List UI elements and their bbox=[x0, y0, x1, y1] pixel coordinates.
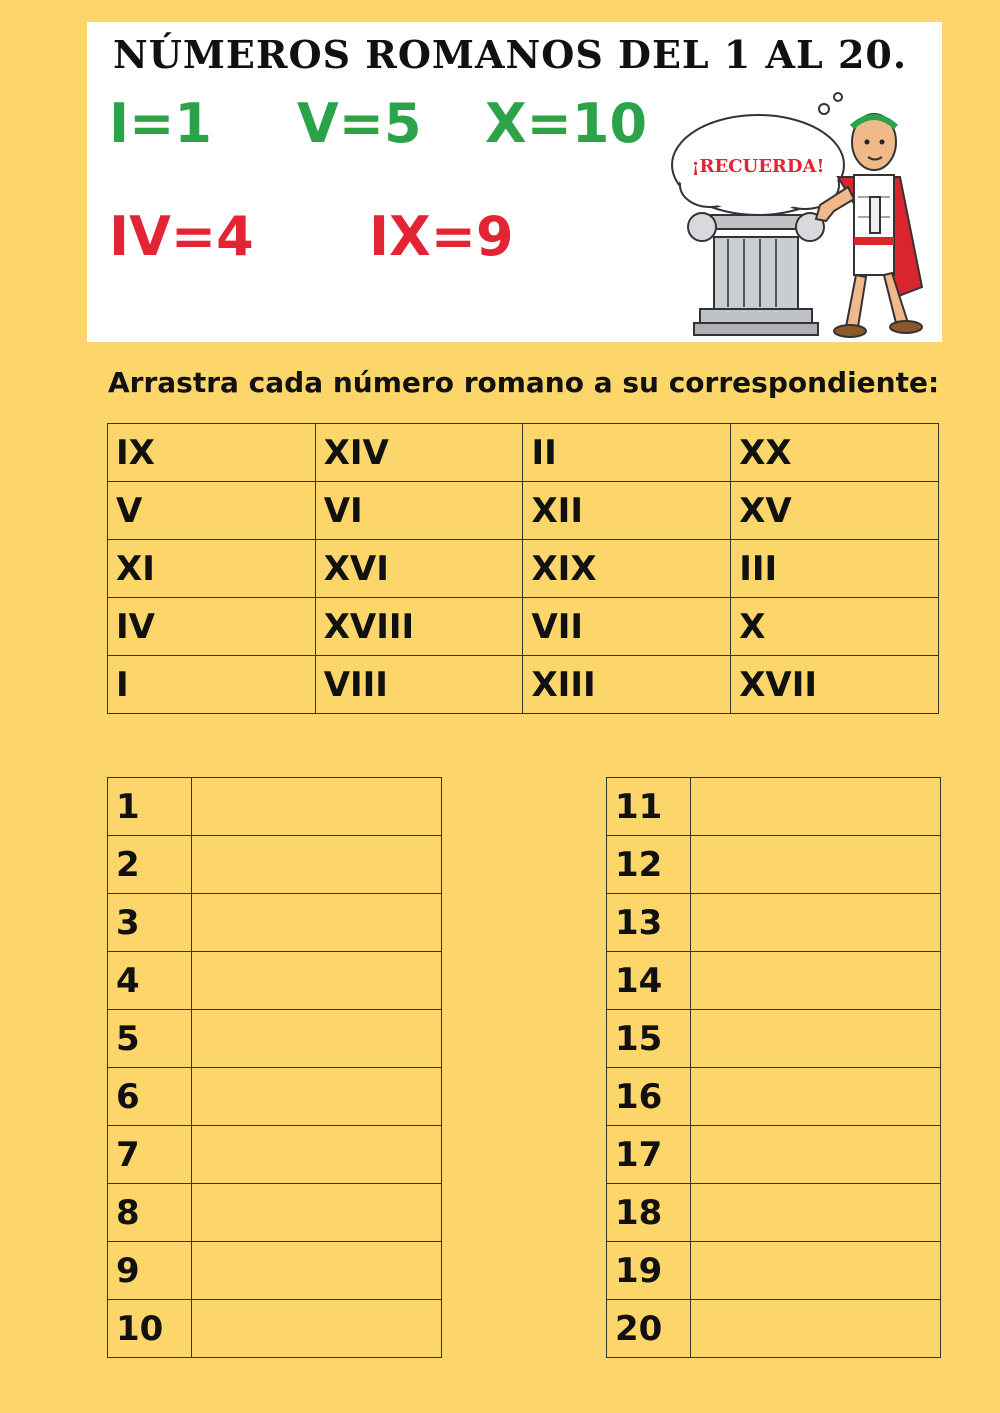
drop-zone[interactable] bbox=[691, 836, 941, 894]
table-row bbox=[607, 1300, 941, 1358]
drop-zone[interactable] bbox=[192, 1126, 442, 1184]
number-label: 10 bbox=[108, 1300, 192, 1358]
table-row bbox=[108, 1300, 442, 1358]
draggable-roman-numeral[interactable]: X bbox=[731, 598, 939, 656]
draggable-roman-numeral[interactable]: VII bbox=[523, 598, 731, 656]
drop-zone[interactable] bbox=[691, 1184, 941, 1242]
table-row bbox=[607, 778, 941, 836]
header-panel bbox=[87, 22, 942, 342]
draggable-roman-numeral[interactable]: XVIII bbox=[315, 598, 523, 656]
drop-zone[interactable] bbox=[192, 952, 442, 1010]
number-label: 1 bbox=[108, 778, 192, 836]
equation-x: X=10 bbox=[485, 92, 648, 155]
column-icon bbox=[688, 213, 824, 335]
number-label: 9 bbox=[108, 1242, 192, 1300]
table-row bbox=[607, 1184, 941, 1242]
number-label: 15 bbox=[607, 1010, 691, 1068]
draggable-roman-numeral[interactable]: XIII bbox=[523, 656, 731, 714]
grid-row bbox=[108, 598, 939, 656]
number-label: 16 bbox=[607, 1068, 691, 1126]
table-row bbox=[108, 778, 442, 836]
drop-zone[interactable] bbox=[691, 1242, 941, 1300]
drop-zone[interactable] bbox=[192, 778, 442, 836]
draggable-roman-numeral[interactable]: XV bbox=[731, 482, 939, 540]
number-label: 14 bbox=[607, 952, 691, 1010]
instruction-text: Arrastra cada número romano a su correspondiente: bbox=[108, 366, 940, 399]
draggable-roman-numeral[interactable]: II bbox=[523, 424, 731, 482]
drop-zone[interactable] bbox=[192, 1010, 442, 1068]
number-label: 6 bbox=[108, 1068, 192, 1126]
table-row bbox=[108, 1010, 442, 1068]
draggable-roman-numeral[interactable]: V bbox=[108, 482, 316, 540]
drop-zone[interactable] bbox=[192, 894, 442, 952]
table-row bbox=[607, 836, 941, 894]
table-row bbox=[108, 1184, 442, 1242]
equation-v: V=5 bbox=[297, 92, 422, 155]
drop-zone[interactable] bbox=[691, 894, 941, 952]
table-row bbox=[607, 1010, 941, 1068]
number-label: 2 bbox=[108, 836, 192, 894]
table-row bbox=[607, 894, 941, 952]
number-label: 11 bbox=[607, 778, 691, 836]
drop-zone[interactable] bbox=[691, 1068, 941, 1126]
answers-table-right bbox=[606, 777, 941, 1358]
number-label: 5 bbox=[108, 1010, 192, 1068]
drop-zone[interactable] bbox=[691, 1300, 941, 1358]
draggable-roman-numeral[interactable]: XIV bbox=[315, 424, 523, 482]
thought-bubble bbox=[672, 93, 844, 215]
table-row bbox=[108, 1068, 442, 1126]
number-label: 19 bbox=[607, 1242, 691, 1300]
grid-row bbox=[108, 656, 939, 714]
grid-row bbox=[108, 482, 939, 540]
roman-numerals-grid bbox=[107, 423, 939, 714]
drop-zone[interactable] bbox=[192, 1242, 442, 1300]
drop-zone[interactable] bbox=[691, 1126, 941, 1184]
number-label: 7 bbox=[108, 1126, 192, 1184]
draggable-roman-numeral[interactable]: VI bbox=[315, 482, 523, 540]
draggable-roman-numeral[interactable]: IX bbox=[108, 424, 316, 482]
number-label: 17 bbox=[607, 1126, 691, 1184]
grid-row bbox=[108, 540, 939, 598]
number-label: 20 bbox=[607, 1300, 691, 1358]
draggable-roman-numeral[interactable]: XX bbox=[731, 424, 939, 482]
drop-zone[interactable] bbox=[691, 1010, 941, 1068]
equation-i: I=1 bbox=[109, 92, 212, 155]
table-row bbox=[607, 1242, 941, 1300]
drop-zone[interactable] bbox=[192, 1300, 442, 1358]
draggable-roman-numeral[interactable]: XII bbox=[523, 482, 731, 540]
table-row bbox=[108, 1126, 442, 1184]
table-row bbox=[607, 1126, 941, 1184]
drop-zone[interactable] bbox=[192, 836, 442, 894]
table-row bbox=[607, 952, 941, 1010]
draggable-roman-numeral[interactable]: XI bbox=[108, 540, 316, 598]
draggable-roman-numeral[interactable]: IV bbox=[108, 598, 316, 656]
number-label: 12 bbox=[607, 836, 691, 894]
grid-row bbox=[108, 424, 939, 482]
equation-iv: IV=4 bbox=[109, 205, 254, 268]
bubble-text: ¡RECUERDA! bbox=[691, 156, 825, 177]
roman-character-illustration bbox=[670, 87, 940, 337]
number-label: 3 bbox=[108, 894, 192, 952]
table-row bbox=[108, 1242, 442, 1300]
number-label: 13 bbox=[607, 894, 691, 952]
number-label: 8 bbox=[108, 1184, 192, 1242]
draggable-roman-numeral[interactable]: VIII bbox=[315, 656, 523, 714]
draggable-roman-numeral[interactable]: I bbox=[108, 656, 316, 714]
equation-ix: IX=9 bbox=[369, 205, 514, 268]
drop-zone[interactable] bbox=[192, 1068, 442, 1126]
drop-zone[interactable] bbox=[691, 778, 941, 836]
draggable-roman-numeral[interactable]: XIX bbox=[523, 540, 731, 598]
table-row bbox=[108, 836, 442, 894]
number-label: 18 bbox=[607, 1184, 691, 1242]
drop-zone[interactable] bbox=[691, 952, 941, 1010]
table-row bbox=[108, 894, 442, 952]
table-row bbox=[607, 1068, 941, 1126]
draggable-roman-numeral[interactable]: XVI bbox=[315, 540, 523, 598]
draggable-roman-numeral[interactable]: XVII bbox=[731, 656, 939, 714]
number-label: 4 bbox=[108, 952, 192, 1010]
page-title: NÚMEROS ROMANOS DEL 1 AL 20. bbox=[113, 32, 908, 77]
drop-zone[interactable] bbox=[192, 1184, 442, 1242]
answers-table-left bbox=[107, 777, 442, 1358]
table-row bbox=[108, 952, 442, 1010]
draggable-roman-numeral[interactable]: III bbox=[731, 540, 939, 598]
